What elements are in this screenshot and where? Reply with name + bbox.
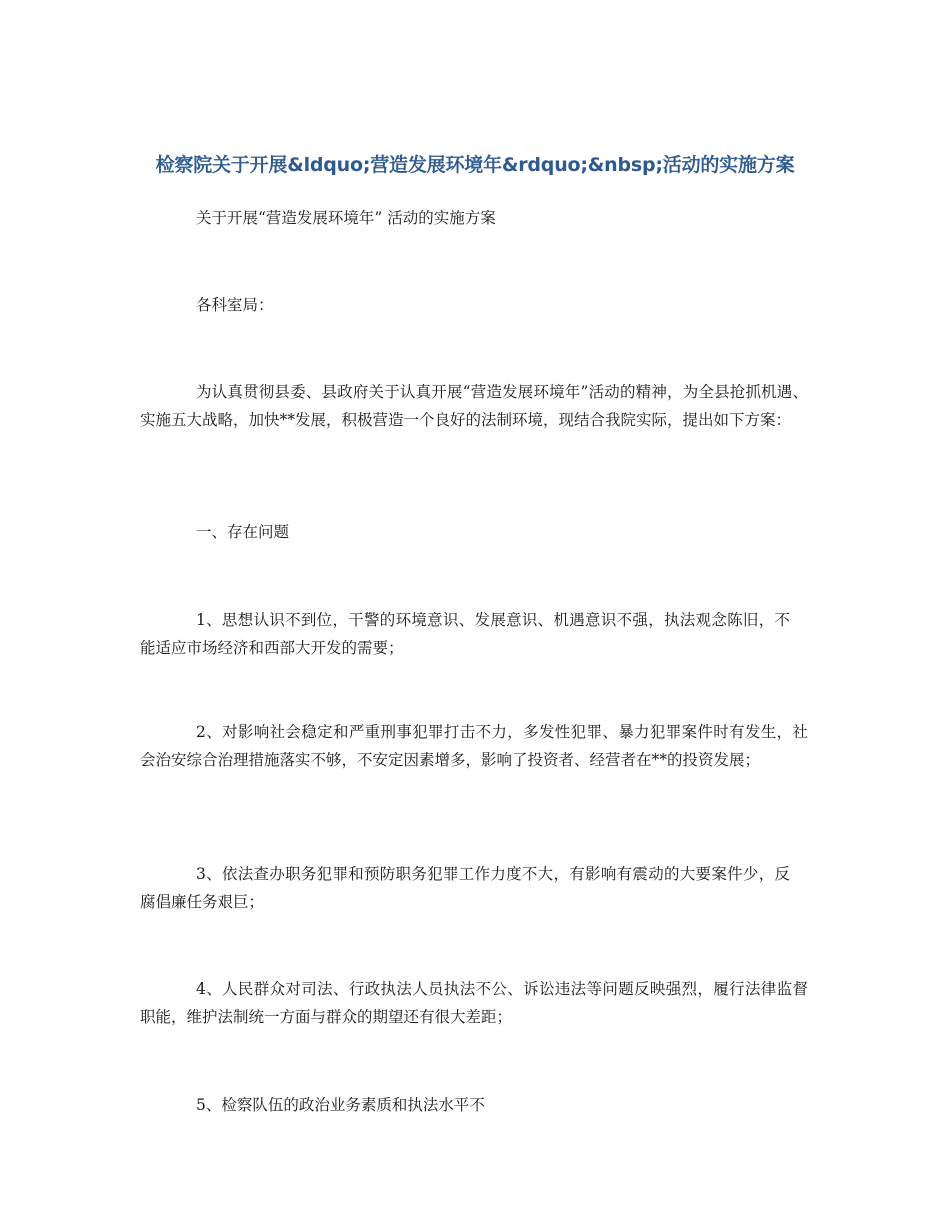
salutation-paragraph: 各科室局：: [196, 296, 274, 314]
section-heading: 一、存在问题: [196, 523, 290, 541]
problem-item-2: 2、对影响社会稳定和严重刑事犯罪打击不力，多发性犯罪、暴力犯罪案件时有发生，社会治安综合治理措施落实不够，不安定因素增多，影响了投资者、经营者在**的投资发展；: [140, 723, 808, 769]
problem-item-5: 5、检察队伍的政治业务素质和执法水平不: [196, 1096, 485, 1114]
intro-paragraph: 为认真贯彻县委、县政府关于认真开展“营造发展环境年”活动的精神，为全县抢抓机遇、实施五大战略，加快**发展，积极营造一个良好的法制环境，现结合我院实际，提出如下方案：: [140, 383, 808, 429]
problem-item-4: 4、人民群众对司法、行政执法人员执法不公、诉讼违法等问题反映强烈，履行法律监督职能，维护法制统一方面与群众的期望还有很大差距；: [140, 980, 808, 1026]
problem-item-1: 1、思想认识不到位，干警的环境意识、发展意识、机遇意识不强，执法观念陈旧，不能适应市场经济和西部大开发的需要；: [140, 611, 790, 657]
document-title: 检察院关于开展&ldquo;营造发展环境年&rdquo;&nbsp;活动的实施方案: [155, 154, 795, 176]
subtitle-paragraph: 关于开展“营造发展环境年” 活动的实施方案: [196, 209, 496, 227]
problem-item-3: 3、依法查办职务犯罪和预防职务犯罪工作力度不大，有影响有震动的大要案件少，反腐倡廉任务艰巨；: [140, 865, 790, 911]
